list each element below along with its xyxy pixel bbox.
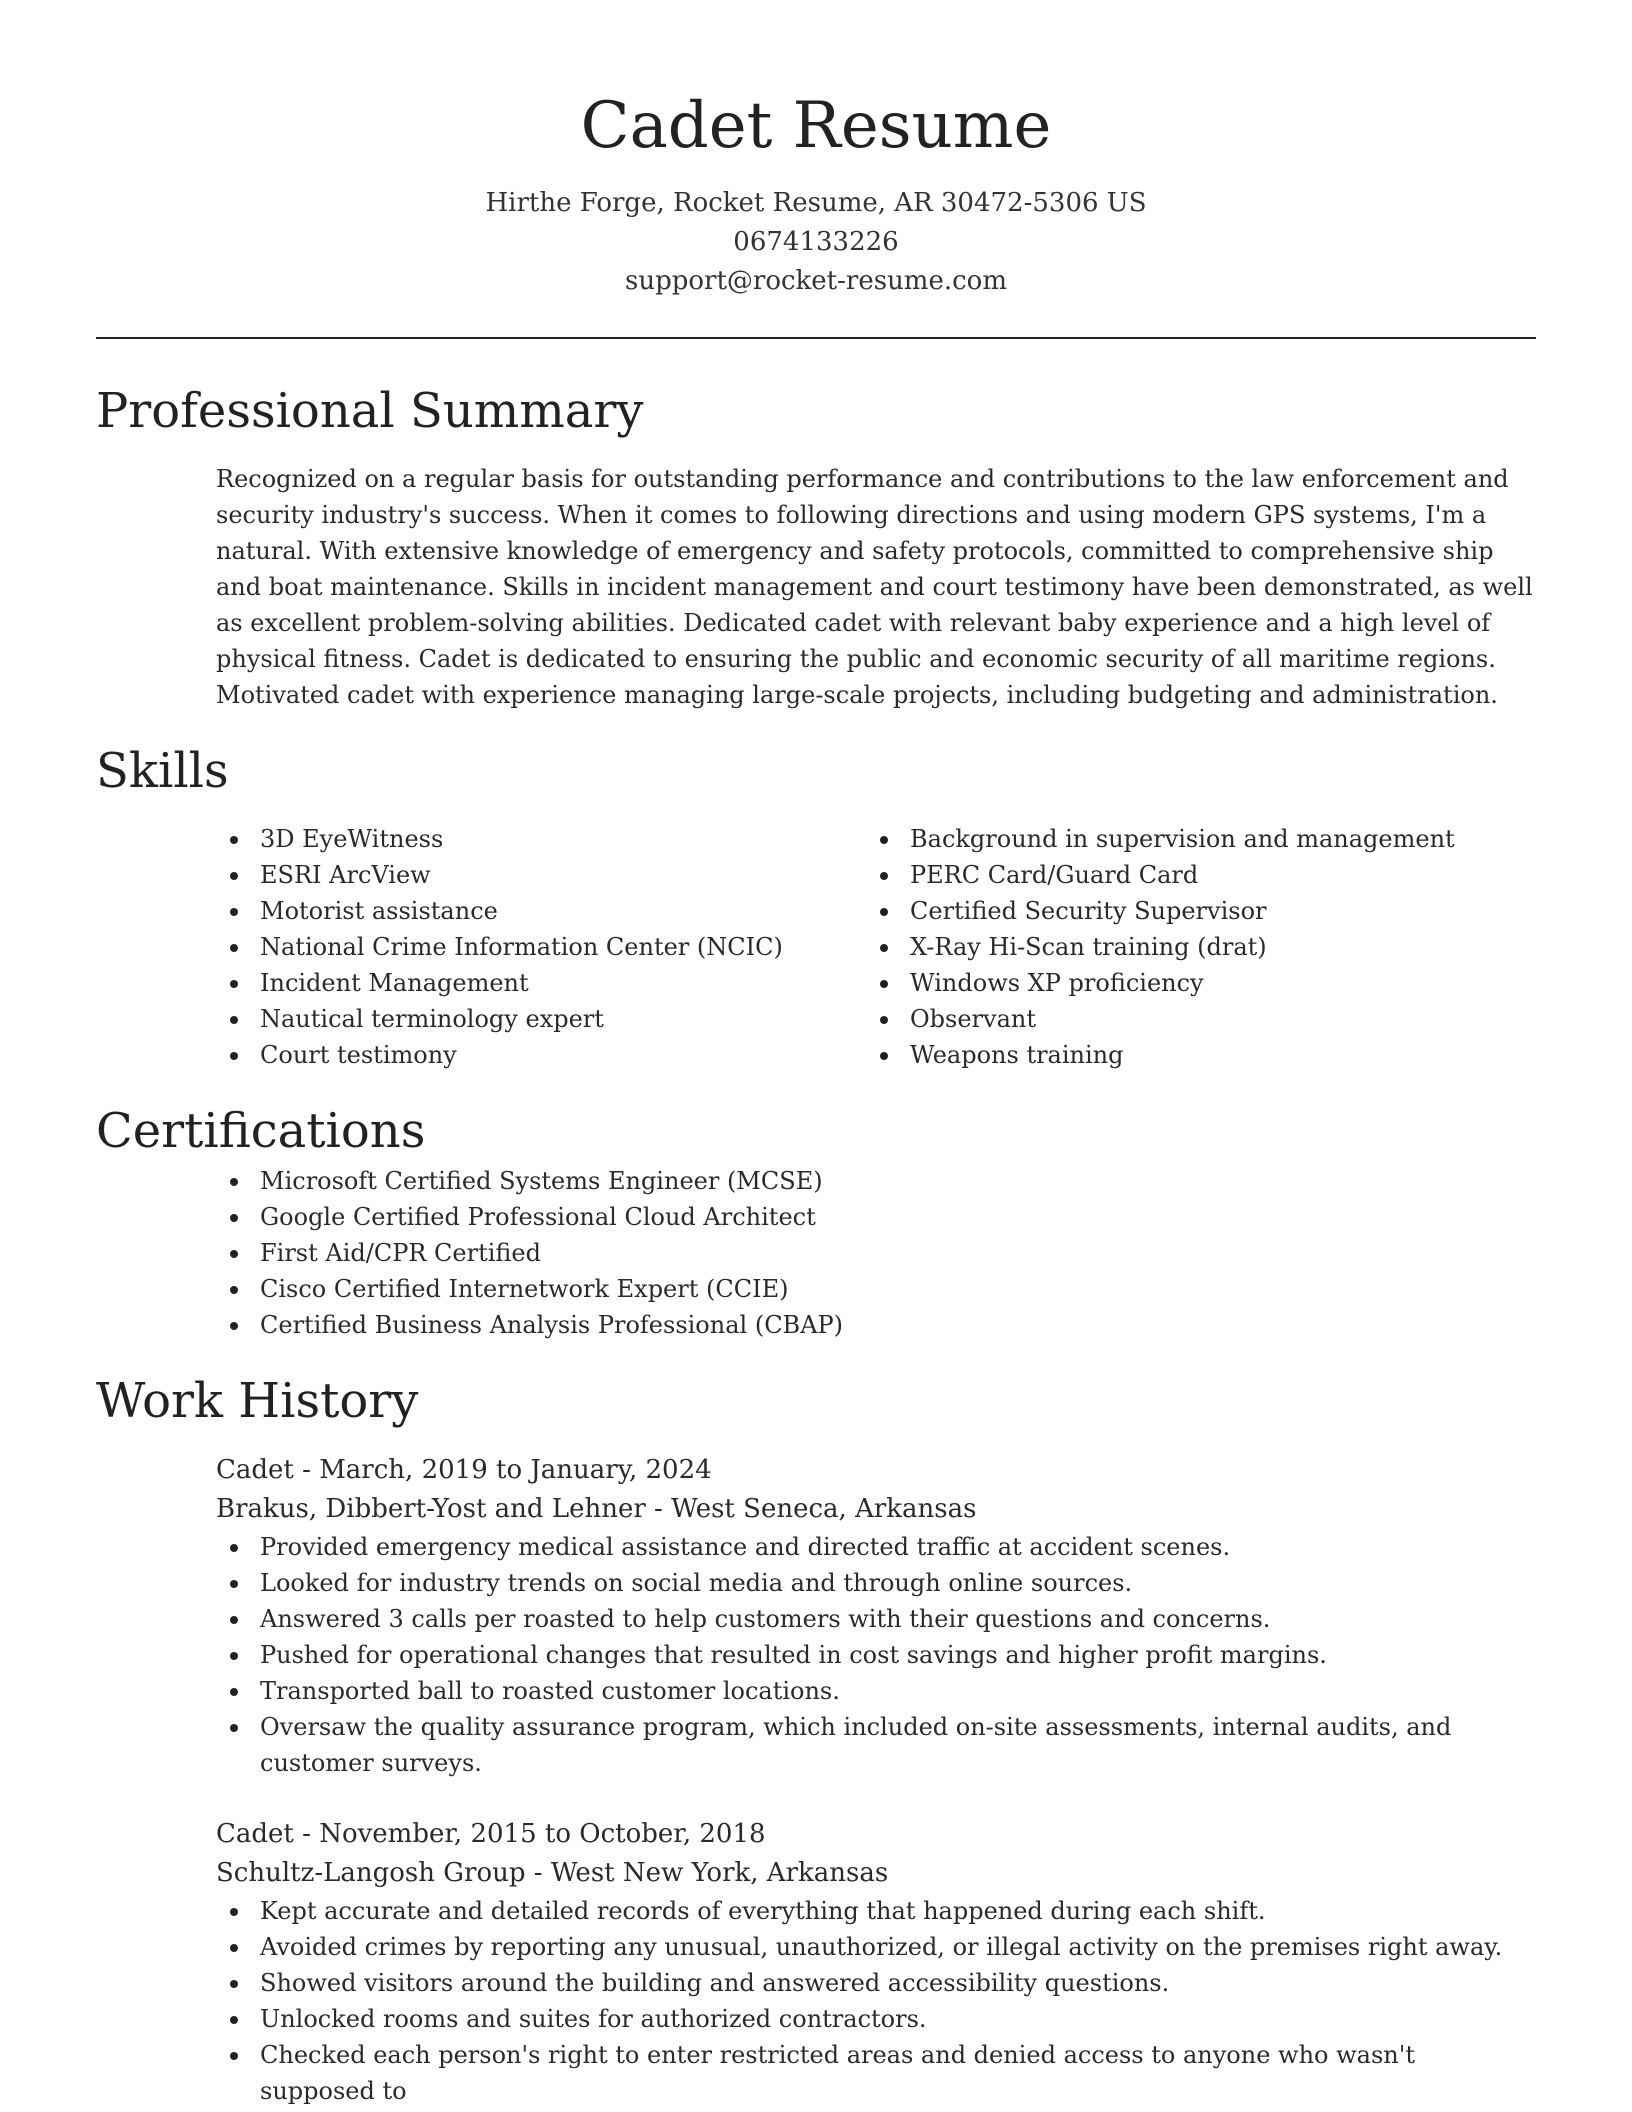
- job-entry: [216, 1815, 1536, 2109]
- bullet-dot-icon: [230, 1214, 238, 1222]
- skill-item: [866, 857, 1516, 893]
- certification-item-text: Google Certified Professional Cloud Architect: [260, 1203, 816, 1231]
- job-bullet: [216, 1893, 1536, 1929]
- certification-item: [216, 1199, 1536, 1235]
- job-bullet-text: Answered 3 calls per roasted to help customers with their questions and concerns.: [260, 1605, 1271, 1633]
- skills-column-right: [866, 821, 1516, 1073]
- certification-item: [216, 1271, 1536, 1307]
- job-bullet-text: Showed visitors around the building and answered accessibility questions.: [260, 1969, 1170, 1997]
- bullet-dot-icon: [230, 1250, 238, 1258]
- skill-item: [866, 1001, 1516, 1037]
- bullet-dot-icon: [880, 872, 888, 880]
- job-company: Schultz-Langosh Group: [216, 1858, 526, 1888]
- job-bullet-text: Kept accurate and detailed records of everything that happened during each shift.: [260, 1897, 1266, 1925]
- job-bullets: [216, 1893, 1536, 2109]
- bullet-dot-icon: [230, 1178, 238, 1186]
- certification-item: [216, 1163, 1536, 1199]
- work-history-heading: Work History: [96, 1373, 419, 1429]
- summary-text: Recognized on a regular basis for outstanding performance and contributions to the law enforcement and security industry's success. When it comes to following directions and using modern GPS systems, I'm a natural. With extensive knowledge of emergency and safety protocols, committed to comprehensive ship and boat maintenance. Skills in incident management and court testimony have been demonstrated, as well as excellent problem-solving abilities. Dedicated cadet with relevant baby experience and a high level of physical fitness. Cadet is dedicated to ensuring the public and economic security of all maritime regions. Motivated cadet with experience managing large-scale projects, including budgeting and administration.: [216, 465, 1533, 709]
- bullet-dot-icon: [230, 1724, 238, 1732]
- bullet-dot-icon: [230, 1652, 238, 1660]
- work-history-section: [96, 1369, 1536, 2109]
- bullet-dot-icon: [230, 1616, 238, 1624]
- job-company: Brakus, Dibbert-Yost and Lehner: [216, 1494, 646, 1524]
- bullet-dot-icon: [230, 1052, 238, 1060]
- certification-item: [216, 1235, 1536, 1271]
- bullet-dot-icon: [230, 1322, 238, 1330]
- job-bullet: [216, 1965, 1536, 2001]
- job-bullet: [216, 1673, 1536, 1709]
- job-bullet: [216, 1637, 1536, 1673]
- skill-item-text: ESRI ArcView: [260, 861, 431, 889]
- certifications-section: [96, 1099, 1536, 1343]
- resume-page: [96, 0, 1536, 2109]
- summary-section: [96, 379, 1536, 713]
- bullet-dot-icon: [230, 1944, 238, 1952]
- job-entry: [216, 1451, 1536, 1781]
- job-bullet-text: Avoided crimes by reporting any unusual, unauthorized, or illegal activity on the premises right away.: [260, 1933, 1503, 1961]
- skill-item: [216, 929, 866, 965]
- skill-item: [216, 965, 866, 1001]
- work-history-body: [216, 1451, 1536, 2109]
- job-bullets: [216, 1529, 1536, 1781]
- job-bullet: [216, 2037, 1536, 2109]
- job-bullet: [216, 1929, 1536, 1965]
- skill-item: [866, 821, 1516, 857]
- skill-item: [216, 1001, 866, 1037]
- bullet-dot-icon: [230, 908, 238, 916]
- bullet-dot-icon: [230, 872, 238, 880]
- job-bullet-text: Transported ball to roasted customer locations.: [260, 1677, 840, 1705]
- skills-grid: [216, 821, 1536, 1073]
- contact-phone: 0674133226: [733, 227, 899, 257]
- skills-heading: Skills: [96, 743, 229, 799]
- job-title-dates: Cadet - November, 2015 to October, 2018: [216, 1819, 766, 1849]
- skill-item-text: Nautical terminology expert: [260, 1005, 604, 1033]
- bullet-dot-icon: [880, 944, 888, 952]
- bullet-dot-icon: [230, 1016, 238, 1024]
- skill-item-text: Court testimony: [260, 1041, 457, 1069]
- bullet-dot-icon: [880, 836, 888, 844]
- certification-item-text: Certified Business Analysis Professional (CBAP): [260, 1311, 844, 1339]
- resume-title: Cadet Resume: [580, 89, 1052, 163]
- resume-header: [96, 0, 1536, 301]
- certifications-body: [216, 1163, 1536, 1343]
- certification-item: [216, 1307, 1536, 1343]
- bullet-dot-icon: [230, 1980, 238, 1988]
- skill-item-text: Motorist assistance: [260, 897, 498, 925]
- header-divider: [96, 337, 1536, 339]
- job-bullet: [216, 2001, 1536, 2037]
- job-location: - West Seneca, Arkansas: [645, 1494, 977, 1524]
- bullet-dot-icon: [230, 2052, 238, 2060]
- job-title-dates: Cadet - March, 2019 to January, 2024: [216, 1455, 712, 1485]
- job-bullet: [216, 1529, 1536, 1565]
- skills-section: [96, 739, 1536, 1073]
- job-company-line: [216, 1490, 1536, 1529]
- bullet-dot-icon: [230, 980, 238, 988]
- bullet-dot-icon: [880, 908, 888, 916]
- skill-item-text: X-Ray Hi-Scan training (drat): [910, 933, 1267, 961]
- job-company-line: [216, 1854, 1536, 1893]
- skill-item: [866, 929, 1516, 965]
- certification-item-text: Microsoft Certified Systems Engineer (MCSE): [260, 1167, 823, 1195]
- skill-item-text: Certified Security Supervisor: [910, 897, 1267, 925]
- bullet-dot-icon: [230, 836, 238, 844]
- job-bullet: [216, 1601, 1536, 1637]
- bullet-dot-icon: [880, 980, 888, 988]
- summary-body: [216, 461, 1536, 713]
- bullet-dot-icon: [880, 1052, 888, 1060]
- contact-address: Hirthe Forge, Rocket Resume, AR 30472-5306 US: [485, 188, 1147, 218]
- bullet-dot-icon: [230, 1908, 238, 1916]
- job-bullet-text: Pushed for operational changes that resulted in cost savings and higher profit margins.: [260, 1641, 1327, 1669]
- skills-body: [216, 821, 1536, 1073]
- summary-heading: Professional Summary: [96, 383, 644, 439]
- bullet-dot-icon: [230, 2016, 238, 2024]
- job-bullet-text: Looked for industry trends on social media and through online sources.: [260, 1569, 1133, 1597]
- bullet-dot-icon: [230, 1688, 238, 1696]
- contact-email[interactable]: support@rocket-resume.com: [624, 266, 1007, 296]
- bullet-dot-icon: [230, 944, 238, 952]
- skill-item: [216, 857, 866, 893]
- certification-item-text: Cisco Certified Internetwork Expert (CCIE): [260, 1275, 789, 1303]
- skill-item-text: Incident Management: [260, 969, 529, 997]
- skill-item: [216, 1037, 866, 1073]
- bullet-dot-icon: [230, 1580, 238, 1588]
- job-bullet: [216, 1709, 1536, 1781]
- skill-item-text: 3D EyeWitness: [260, 825, 444, 853]
- skill-item-text: Windows XP proficiency: [910, 969, 1204, 997]
- bullet-dot-icon: [230, 1286, 238, 1294]
- skill-item-text: Observant: [910, 1005, 1036, 1033]
- skills-column-left: [216, 821, 866, 1073]
- skill-item: [216, 821, 866, 857]
- skill-item-text: National Crime Information Center (NCIC): [260, 933, 783, 961]
- job-bullet-text: Oversaw the quality assurance program, which included on-site assessments, internal audits, and customer surveys.: [260, 1713, 1452, 1777]
- bullet-dot-icon: [880, 1016, 888, 1024]
- skill-item-text: Background in supervision and management: [910, 825, 1455, 853]
- skill-item-text: PERC Card/Guard Card: [910, 861, 1199, 889]
- bullet-dot-icon: [230, 1544, 238, 1552]
- skill-item: [866, 965, 1516, 1001]
- job-bullet-text: Provided emergency medical assistance and directed traffic at accident scenes.: [260, 1533, 1231, 1561]
- certification-item-text: First Aid/CPR Certified: [260, 1239, 541, 1267]
- job-bullet: [216, 1565, 1536, 1601]
- certifications-heading: Certifications: [96, 1103, 426, 1159]
- job-bullet-text: Checked each person's right to enter restricted areas and denied access to anyone who wasn't supposed to: [260, 2041, 1415, 2105]
- job-location: - West New York, Arkansas: [525, 1858, 889, 1888]
- certifications-list: [216, 1163, 1536, 1343]
- skill-item-text: Weapons training: [910, 1041, 1124, 1069]
- skill-item: [216, 893, 866, 929]
- contact-block: [96, 184, 1536, 301]
- skill-item: [866, 893, 1516, 929]
- job-bullet-text: Unlocked rooms and suites for authorized contractors.: [260, 2005, 927, 2033]
- skill-item: [866, 1037, 1516, 1073]
